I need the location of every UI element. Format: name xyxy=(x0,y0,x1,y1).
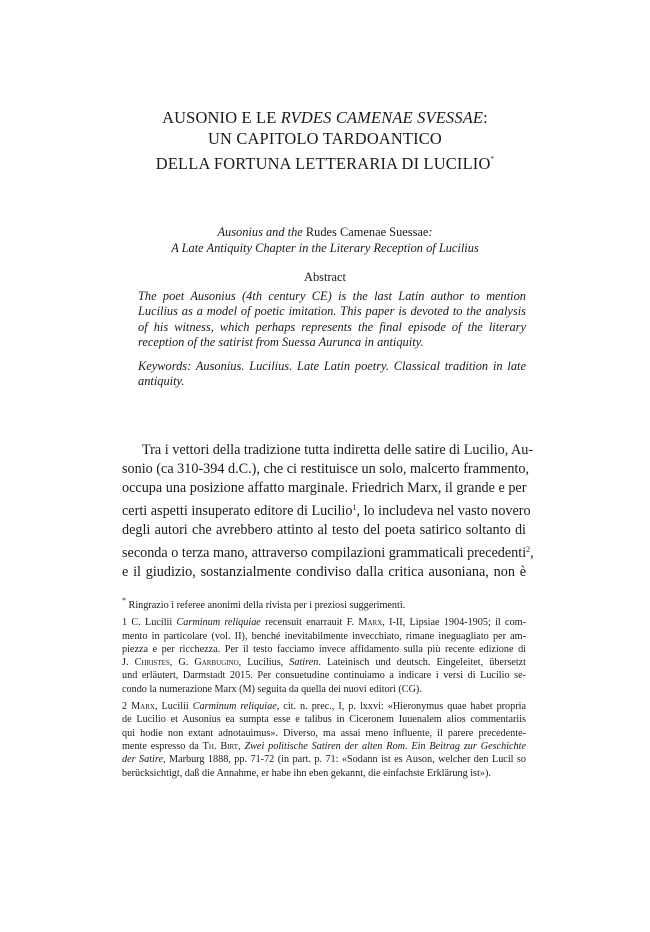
footnote-ref-2[interactable]: 2 xyxy=(526,545,531,554)
footnote-line xyxy=(122,656,526,669)
abstract-line: Lucilius as a model of poetic imitation. This paper is devoted to the analysis xyxy=(138,304,526,319)
fn2-text: , Marburg 1888, pp. 71-72 (in part. p. 71: «Sodann ist es Auson, welcher den Lucil so xyxy=(163,754,526,766)
footnote-line: qui hodie non extant adnotauimus». Diverso, ma assai meno influente, il parere precedente- xyxy=(122,727,526,739)
title-line-1-start: AUSONIO E LE xyxy=(162,108,281,127)
body-line: sonio (ca 310-394 d.C.), che ci restituisce un solo, malcerto frammento, xyxy=(122,461,529,477)
footnote-ref-1[interactable]: 1 xyxy=(352,503,357,512)
footnote-line xyxy=(122,740,526,753)
body-line: e il giudizio, sostanzialmente condiviso dalla critica ausoniana, non è xyxy=(122,564,526,580)
fn1-text: , Lucilius, xyxy=(238,657,290,669)
english-title-colon: : xyxy=(428,225,433,239)
body-line xyxy=(122,540,534,563)
fn1-text: 1 C. Lucilii xyxy=(122,617,177,629)
title-line-1 xyxy=(0,107,650,128)
english-title-part-a: Ausonius and the xyxy=(217,225,306,239)
fn2-text: , cit. n. prec., I, p. lxxvi: «Hieronymus quae habet propria xyxy=(276,701,526,713)
title-line-2: UN CAPITOLO TARDOANTICO xyxy=(208,129,442,148)
abstract-line: reception of the satirist from Suessa Aurunca in antiquity. xyxy=(138,334,424,349)
footnote-1 xyxy=(122,616,526,696)
body-line: occupa una posizione affatto marginale. Friedrich Marx, il grande e per xyxy=(122,480,527,496)
body-line-6-end: , xyxy=(530,545,534,561)
fn2-book-title: Carminum reliquiae xyxy=(192,701,277,713)
fn1-author: Garbugino xyxy=(194,657,239,669)
body-line-4-end: , lo includeva nel vasto novero xyxy=(356,503,531,519)
title-footnote-marker[interactable]: * xyxy=(490,155,495,163)
fn1-text: , G. xyxy=(169,657,195,669)
title-line-3 xyxy=(0,149,650,174)
article-title xyxy=(0,107,650,174)
fn1-text: recensuit enarrauit F. xyxy=(260,617,359,629)
fn2-text: mente espresso da xyxy=(122,740,203,752)
title-line-1-colon: : xyxy=(483,108,488,127)
fn1-book-title: Satiren xyxy=(289,657,319,669)
footnote-star-marker: * xyxy=(122,596,126,605)
fn1-author: Christes xyxy=(134,657,170,669)
body-line-4-start: certi aspetti insuperato editore di Lucilio xyxy=(122,503,353,519)
footnote-line xyxy=(122,616,526,629)
footnote-line: de Lucilio et Ausonius ea sumpta esse e talibus in Ciceronem Iuuenalem alios commentariis xyxy=(122,714,526,726)
footnote-line xyxy=(122,700,526,713)
keywords-line: antiquity. xyxy=(138,374,185,389)
title-latin-phrase: RVDES CAMENAE SVESSAE xyxy=(280,108,484,127)
body-line: degli autori che avrebbero attinto al testo del poeta satirico soltanto di xyxy=(122,522,526,538)
fn2-author: Marx xyxy=(131,701,155,713)
fn2-text: 2 xyxy=(122,701,132,713)
body-line xyxy=(122,498,531,521)
fn2-text: , xyxy=(238,740,245,752)
title-line-3-text: DELLA FORTUNA LETTERARIA DI LUCILIO xyxy=(155,154,491,173)
fn2-author: Th. Birt xyxy=(202,740,239,752)
footnote-star-text: Ringrazio i referee anonimi della rivista per i preziosi suggerimenti. xyxy=(126,600,406,611)
fn2-book-title: der Satire xyxy=(122,754,163,766)
fn1-text: . Lateinisch und deutsch. Eingeleitet, übersetzt xyxy=(318,657,527,669)
fn1-text: , I-II, Lipsiae 1904-1905; il com- xyxy=(382,617,526,629)
footnote-line: mento in particolare (vol. II), benché inevitabilmente invecchiato, rimane ineguagliato per am- xyxy=(122,630,526,642)
keywords-line: Keywords: Ausonius. Lucilius. Late Latin poetry. Classical tradition in late xyxy=(138,359,526,373)
footnotes xyxy=(122,594,526,784)
body-paragraph xyxy=(122,441,534,582)
body-line-6-start: seconda o terza mano, attraverso compilazioni grammaticali precedenti xyxy=(122,545,527,561)
footnote-line xyxy=(122,594,526,612)
abstract-line: The poet Ausonius (4th century CE) is the last Latin author to mention xyxy=(138,289,526,303)
english-title-line-1 xyxy=(0,224,650,240)
fn2-book-title: Zwei politische Satiren der alten Rom. Ein Beitrag zur Geschichte xyxy=(244,740,527,752)
footnote-line: piezza e per ricchezza. Per il testo facciamo invece affidamento sulla più recente edizione di xyxy=(122,643,526,655)
fn1-book-title: Carminum reliquiae xyxy=(176,617,261,629)
body-line: Tra i vettori della tradizione tutta indiretta delle satire di Lucilio, Au- xyxy=(142,442,534,458)
abstract-line: of his witness, which perhaps represents the final episode of the literary xyxy=(138,319,526,334)
keywords xyxy=(138,359,526,390)
footnote-line xyxy=(122,753,526,766)
footnote-line: berücksichtigt, daß die Annahme, er habe ihn eben gekannt, die einfachste Erklärung ist»). xyxy=(122,767,491,779)
fn2-text: , Lucilii xyxy=(154,701,193,713)
abstract-text xyxy=(138,289,526,350)
footnote-line: und erläutert, Darmstadt 2015. Per consuetudine continuiamo a indicare i versi di Lucilio se- xyxy=(122,670,526,682)
fn1-author: Marx xyxy=(358,617,383,629)
english-title xyxy=(0,224,650,256)
footnote-2 xyxy=(122,700,526,780)
fn1-text: J. xyxy=(122,657,135,669)
footnote-star xyxy=(122,594,526,612)
footnote-line: condo la numerazione Marx (M) seguita da quella dei nuovi editori (CG). xyxy=(122,683,422,695)
abstract-heading: Abstract xyxy=(304,270,346,284)
english-title-line-2: A Late Antiquity Chapter in the Literary Reception of Lucilius xyxy=(171,241,479,255)
english-title-latin-phrase: Rudes Camenae Suessae xyxy=(305,225,429,239)
